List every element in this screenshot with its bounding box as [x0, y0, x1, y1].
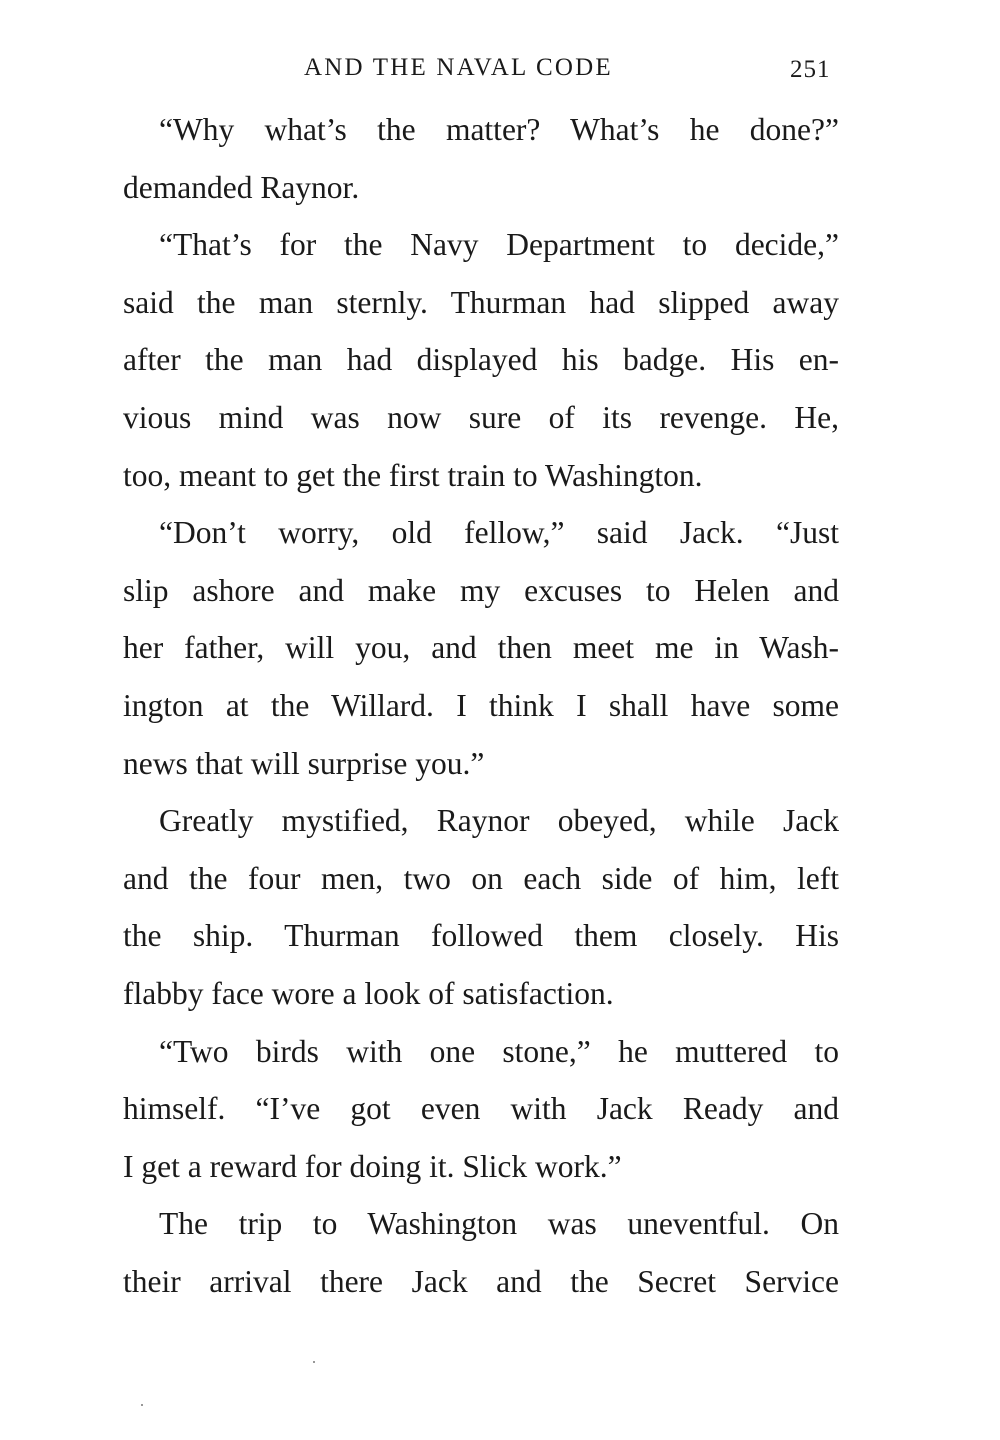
text-line: slip ashore and make my excuses to Helen and — [123, 572, 839, 608]
page-number: 251 — [790, 56, 831, 83]
text-line: “Don’t worry, old fellow,” said Jack. “Just — [159, 515, 839, 551]
text-line: I get a reward for doing it. Slick work.” — [123, 1148, 622, 1184]
text-line: flabby face wore a look of satisfaction. — [123, 975, 614, 1011]
text-line: “Why what’s the matter? What’s he done?” — [159, 112, 839, 147]
text-line: “Two birds with one stone,” he muttered to — [159, 1033, 839, 1069]
text-line: and the four men, two on each side of him, left — [123, 860, 839, 896]
text-line: after the man had displayed his badge. His en- — [123, 342, 839, 378]
text-line: himself. “I’ve got even with Jack Ready and — [123, 1091, 839, 1127]
paper-speck — [141, 1404, 143, 1406]
paper-speck — [313, 1361, 315, 1363]
text-line: Greatly mystified, Raynor obeyed, while Jack — [159, 803, 839, 839]
text-line: her father, will you, and then meet me in Wash- — [123, 630, 839, 666]
text-line: said the man sternly. Thurman had slipped away — [123, 284, 839, 320]
text-line: their arrival there Jack and the Secret Service — [123, 1263, 839, 1299]
text-line: news that will surprise you.” — [123, 745, 485, 781]
text-line: demanded Raynor. — [123, 169, 360, 205]
running-title: AND THE NAVAL CODE — [304, 54, 613, 81]
text-line: ington at the Willard. I think I shall have some — [123, 687, 839, 723]
text-line: “That’s for the Navy Department to decide,” — [159, 227, 839, 263]
body-text — [123, 101, 839, 1310]
text-line: the ship. Thurman followed them closely. His — [123, 918, 839, 954]
text-line: too, meant to get the first train to Washington. — [123, 457, 703, 493]
text-line: vious mind was now sure of its revenge. He, — [123, 399, 839, 435]
text-line: The trip to Washington was uneventful. On — [159, 1206, 839, 1242]
